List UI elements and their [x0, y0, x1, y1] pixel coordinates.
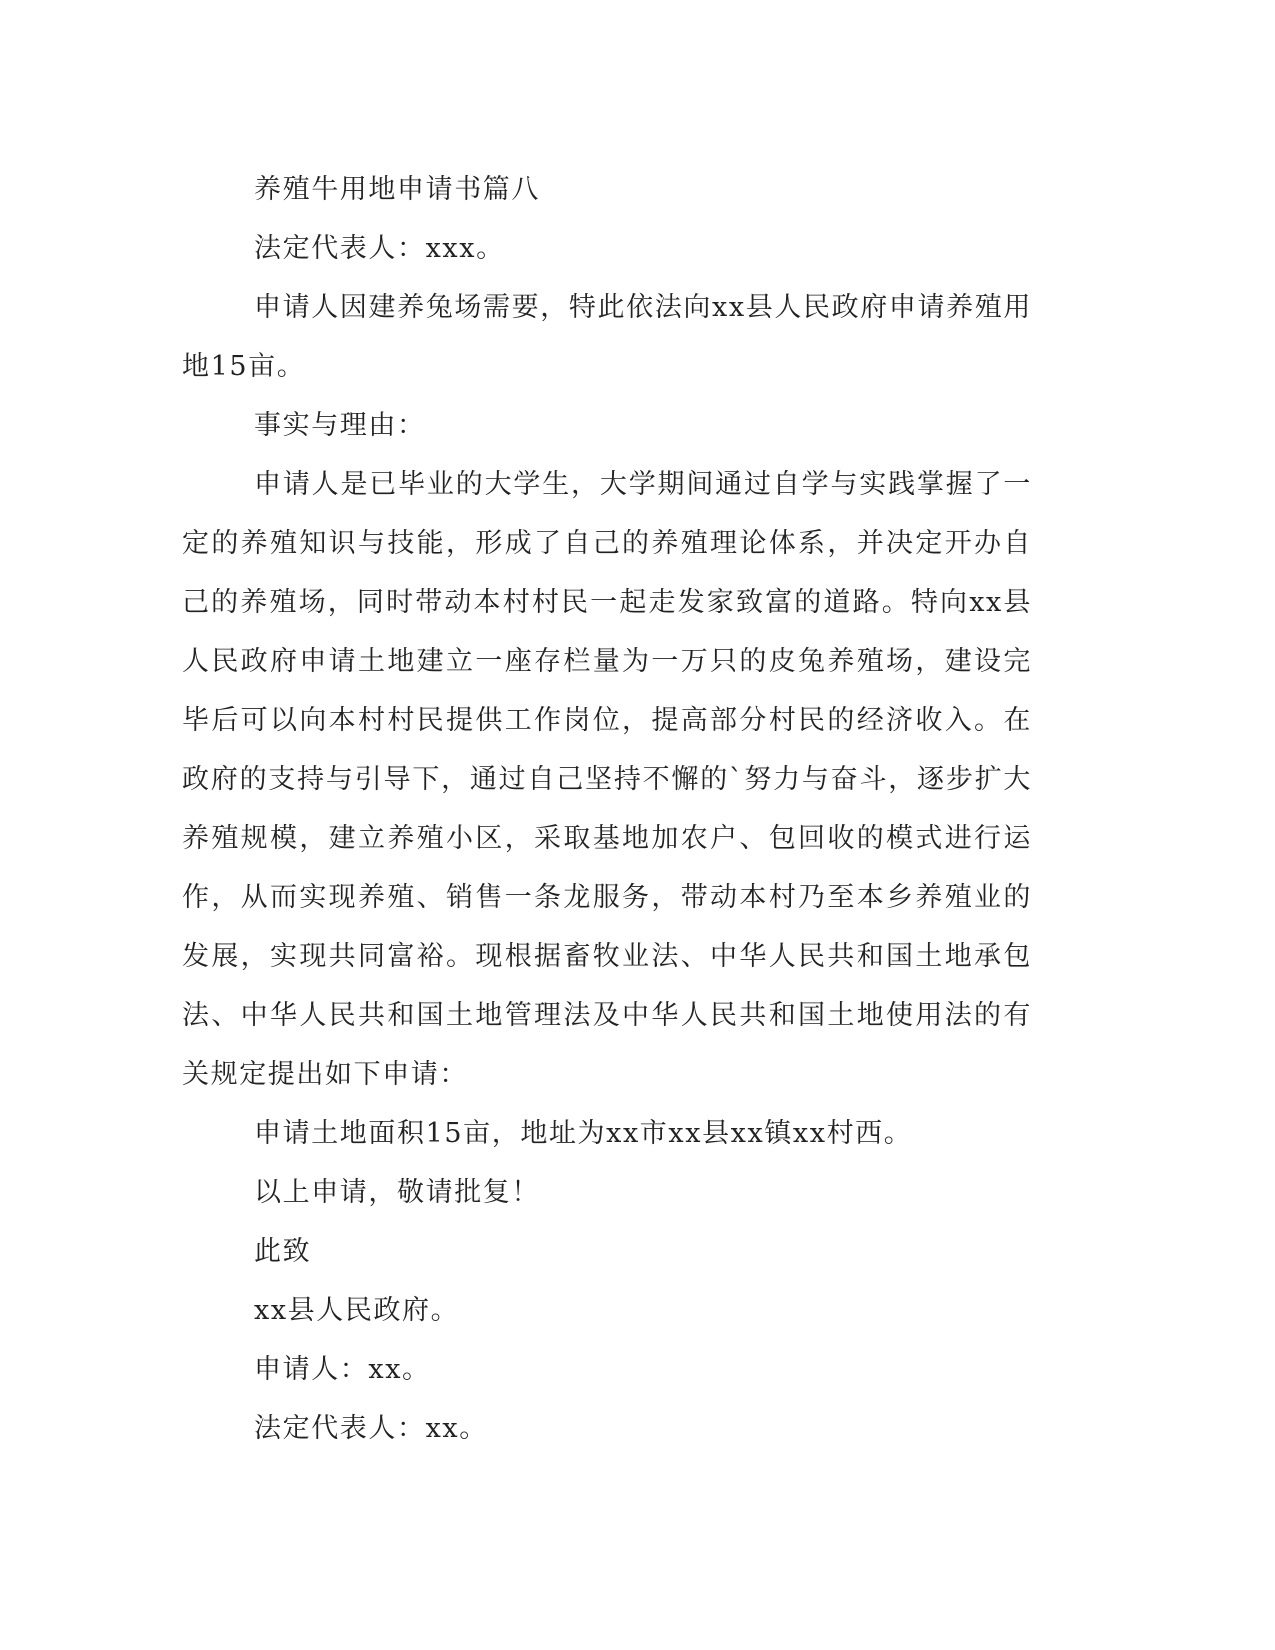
- closing-request-line: 以上申请，敬请批复！: [254, 1177, 540, 1208]
- salutation-line: 此致: [254, 1236, 312, 1267]
- recipient-line: xx县人民政府。: [254, 1295, 460, 1326]
- document-title: 养殖牛用地申请书篇八: [254, 174, 540, 205]
- applicant-signature-line: 申请人：xx。: [254, 1354, 431, 1385]
- facts-heading: 事实与理由：: [254, 410, 426, 441]
- facts-paragraph: 申请人是已毕业的大学生，大学期间通过自学与实践掌握了一定的养殖知识与技能，形成了自己的养殖理论体系，并决定开办自己的养殖场，同时带动本村村民一起走发家致富的道路。特向xx县人民政府申请土地建立一座存栏量为一万只的皮兔养殖场，建设完毕后可以向本村村民提供工作岗位，提高部分村民的经济收入。在政府的支持与引导下，通过自己坚持不懈的`努力与奋斗，逐步扩大养殖规模，建立养殖小区，采取基地加农户、包回收的模式进行运作，从而实现养殖、销售一条龙服务，带动本村乃至本乡养殖业的发展，实现共同富裕。现根据畜牧业法、中华人民共和国土地承包法、中华人民共和国土地管理法及中华人民共和国土地使用法的有关规定提出如下申请：: [182, 469, 1032, 1090]
- document-body: [182, 160, 1032, 1458]
- request-paragraph: 申请人因建养兔场需要，特此依法向xx县人民政府申请养殖用地15亩。: [182, 292, 1032, 382]
- legal-representative-line: 法定代表人：xxx。: [254, 233, 505, 264]
- land-detail-line: 申请土地面积15亩，地址为xx市xx县xx镇xx村西。: [254, 1118, 913, 1149]
- legal-representative-signature-line: 法定代表人：xx。: [254, 1413, 488, 1444]
